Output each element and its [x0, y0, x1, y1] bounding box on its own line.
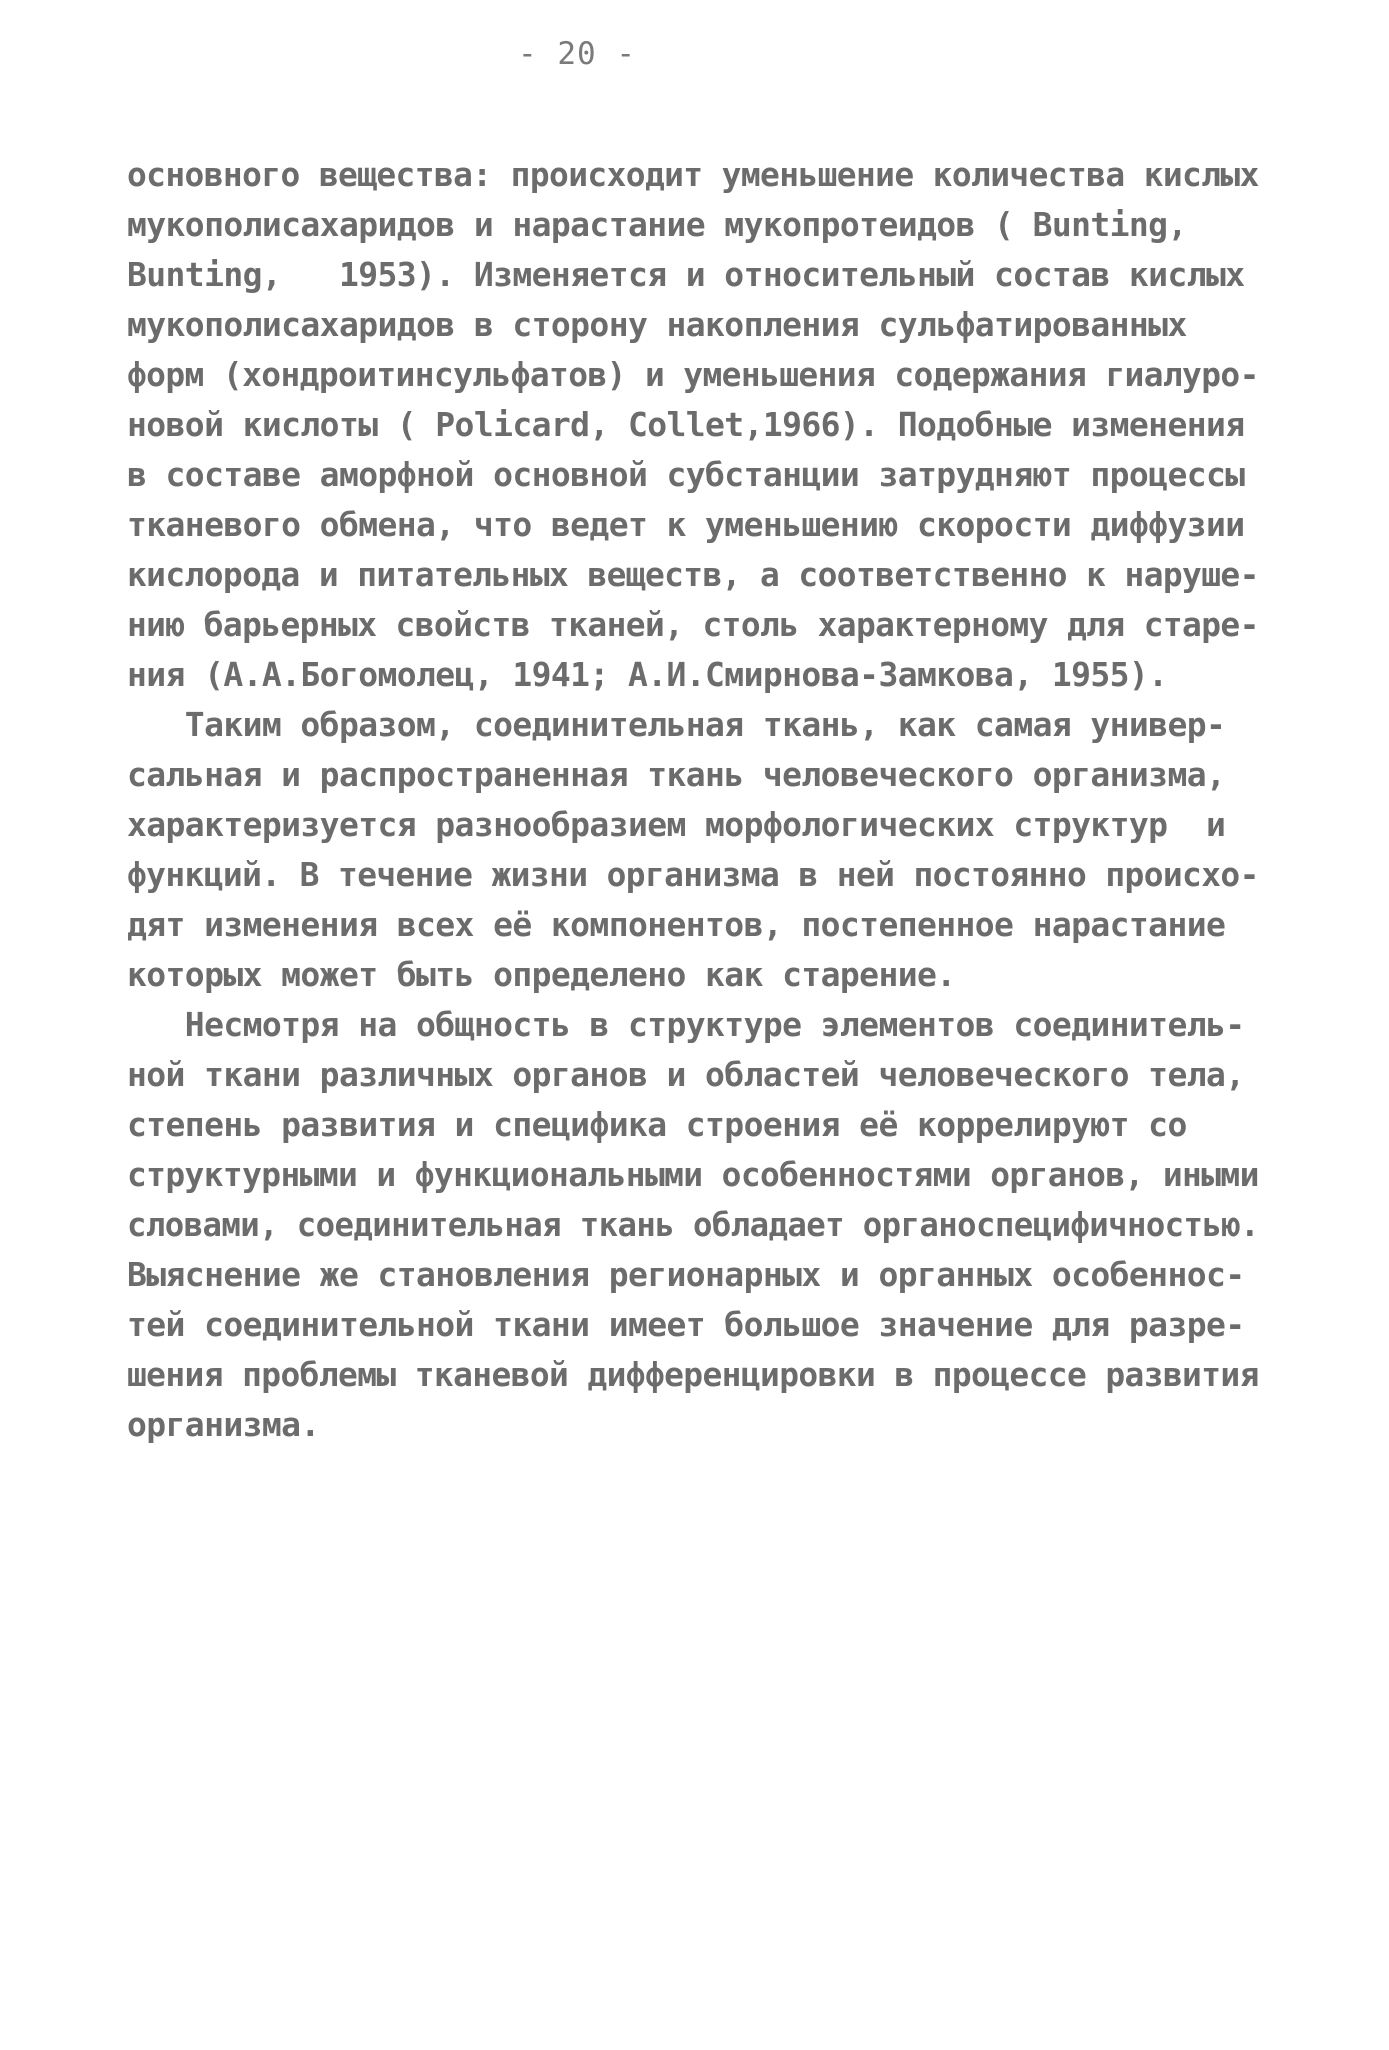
text-line: кислорода и питательных веществ, а соответственно к наруше- [127, 555, 1259, 594]
text-line: ной ткани различных органов и областей человеческого тела, [127, 1055, 1245, 1094]
text-line: ния (А.А.Богомолец, 1941; А.И.Смирнова-Замкова, 1955). [127, 655, 1168, 694]
text-line: в составе аморфной основной субстанции затрудняют процессы [127, 455, 1245, 494]
text-line: организма. [127, 1405, 320, 1444]
text-line: форм (хондроитинсульфатов) и уменьшения содержания гиалуро- [127, 355, 1259, 394]
text-line: основного вещества: происходит уменьшение количества кислых [127, 155, 1259, 194]
text-line: мукополисахаридов в сторону накопления сульфатированных [127, 305, 1187, 344]
text-line: Выяснение же становления регионарных и органных особеннос- [127, 1255, 1245, 1294]
text-line: характеризуется разнообразием морфологических структур и [127, 805, 1226, 844]
text-line: новой кислоты ( Policard, Collet,1966). Подобные изменения [127, 405, 1245, 444]
text-line: мукополисахаридов и нарастание мукопротеидов ( Bunting, [127, 205, 1187, 244]
text-line: нию барьерных свойств тканей, столь характерному для старе- [127, 605, 1259, 644]
text-line: степень развития и специфика строения её коррелируют со [127, 1105, 1187, 1144]
text-line: тей соединительной ткани имеет большое значение для разре- [127, 1305, 1245, 1344]
text-line: словами, соединительная ткань обладает органоспецифичностью. [127, 1205, 1260, 1244]
text-line: структурными и функциональными особенностями органов, иными [127, 1155, 1259, 1194]
page-number: - 20 - [518, 36, 636, 72]
text-line: сальная и распространенная ткань человеческого организма, [127, 755, 1226, 794]
text-line: которых может быть определено как старение. [127, 955, 956, 994]
text-line: шения проблемы тканевой дифференцировки в процессе развития [127, 1355, 1259, 1394]
text-line: тканевого обмена, что ведет к уменьшению скорости диффузии [127, 505, 1245, 544]
text-line: дят изменения всех её компонентов, постепенное нарастание [127, 905, 1226, 944]
text-line: Несмотря на общность в структуре элементов соединитель- [127, 1005, 1245, 1044]
text-line: Таким образом, соединительная ткань, как самая универ- [127, 705, 1226, 744]
text-line: функций. В течение жизни организма в ней постоянно происхо- [127, 855, 1259, 894]
text-line: Bunting, 1953). Изменяется и относительный состав кислых [127, 255, 1245, 294]
